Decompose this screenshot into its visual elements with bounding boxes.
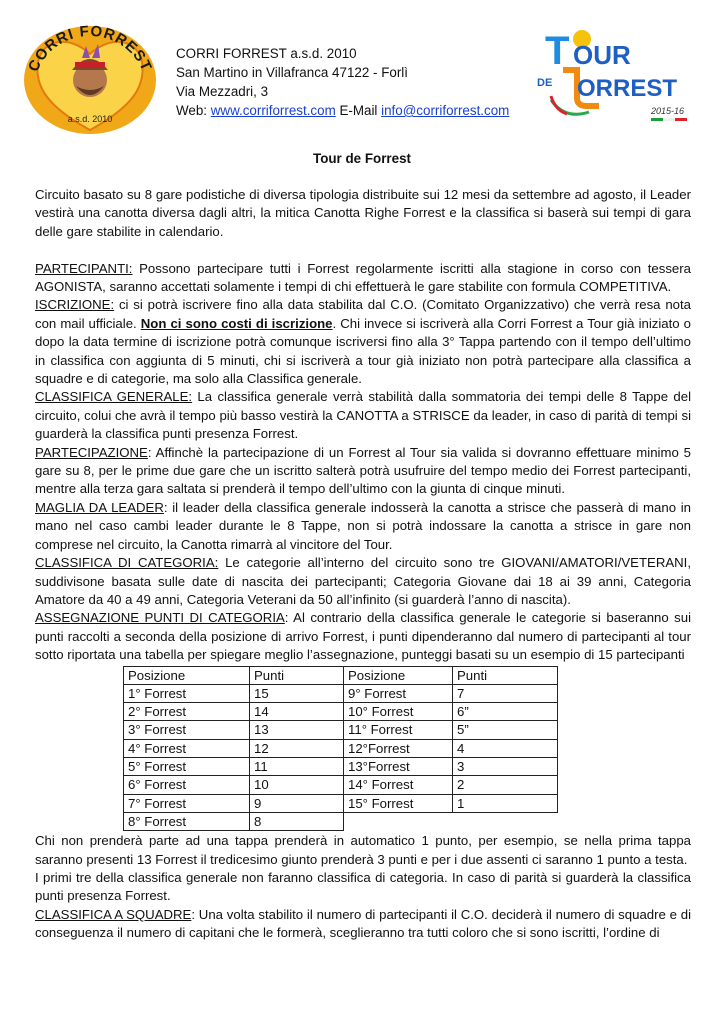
contact-line <box>176 101 509 120</box>
section-text: : il leader della classifica generale indosserà la canotta a strisce che passerà di mano in mano nel caso cambi leader durante le 8 Tappe, non si potrà indossare la canotta a strisce in gare non comprese nel circuito, la Canotta rimarrà al vincitore del Tour. <box>35 499 691 552</box>
org-address: San Martino in Villafranca 47122 - Forlì <box>176 65 408 80</box>
section-heading: CLASSIFICA A SQUADRE <box>35 906 192 922</box>
section-partecipanti <box>35 260 691 297</box>
section-text: Le categorie all’interno del circuito sono tre GIOVANI/AMATORI/VETERANI, suddivisone basata sulle date di nascita dei partecipanti; Categoria Giovane dai 18 ai 39 anni, Categoria Amatore da 40 a 49 anni, Categoria Veterani da 50 all’infinito (si guarderà l’anno di nascita). <box>35 555 691 607</box>
table-row <box>124 812 558 830</box>
table-cell: 5° Forrest <box>124 758 250 776</box>
table-cell: 6° Forrest <box>124 776 250 794</box>
section-classifica-generale <box>35 388 691 443</box>
table-cell: 12°Forrest <box>344 739 453 757</box>
empty-cell <box>453 812 558 830</box>
no-fee-notice: Non ci sono costi di iscrizione <box>140 315 333 331</box>
table-cell: 1° Forrest <box>124 684 250 702</box>
website-link[interactable]: www.corriforrest.com <box>210 103 336 118</box>
table-cell: 14° Forrest <box>344 776 453 794</box>
table-cell: 15 <box>250 684 344 702</box>
svg-text:DE: DE <box>537 77 553 89</box>
section-heading: PARTECIPAZIONE <box>35 444 148 460</box>
table-cell: 4° Forrest <box>124 739 250 757</box>
table-cell: 10 <box>250 776 344 794</box>
table-cell: 6” <box>453 703 558 721</box>
table-cell: 2 <box>453 776 558 794</box>
table-cell: 14 <box>250 703 344 721</box>
org-street: Via Mezzadri, 3 <box>176 84 269 99</box>
section-text: . Chi invece si iscriverà alla Corri Forrest a Tour già iniziato o dopo la data termine di iscrizione potrà comunque iscriversi fino alla 3° Tappa partendo con il tempo dell’ultimo in classifica con aggiunta di 5 minuti, chi si iscriverà a tour già iniziato non potrà partecipare alla classifica a squadre e di categorie, ma solo alla Classifica generale. <box>35 315 692 387</box>
table-row <box>124 739 558 757</box>
section-heading: ISCRIZIONE: <box>35 297 115 313</box>
table-header-row <box>124 666 558 684</box>
section-text: ci si potrà iscrivere fino alla data stabilita dal C.O. (Comitato Organizzativo) che verrà resa nota con mail ufficiale. <box>35 297 691 331</box>
table-cell: 15° Forrest <box>344 794 453 812</box>
table-cell: 7° Forrest <box>124 794 250 812</box>
section-text: La classifica generale verrà stabilità dalla sommatoria dei tempi delle 8 Tappe del circuito, colui che avrà il tempo più basso vestirà la CANOTTA a STRISCE da leader, in caso di parità di tempi si guarderà la classifica punti presenza Forrest. <box>35 389 691 442</box>
table-row <box>124 794 558 812</box>
table-cell: 9° Forrest <box>344 684 453 702</box>
section-heading: ASSEGNAZIONE PUNTI DI CATEGORIA <box>35 610 285 626</box>
section-punti-categoria <box>35 609 691 664</box>
table-row <box>124 721 558 739</box>
section-text: Possono partecipare tutti i Forrest regolarmente iscritti alla stagione in corso con tessera AGONISTA, saranno accettati solamente i tempi di chi effettuerà le gare stabilite con formula COMPETITIVA. <box>35 260 691 295</box>
table-cell: 8° Forrest <box>124 812 250 830</box>
table-cell: 4 <box>453 739 558 757</box>
email-link[interactable]: info@corriforrest.com <box>381 103 510 118</box>
table-cell: 1 <box>453 794 558 812</box>
table-cell: 13 <box>250 721 344 739</box>
absence-rule-paragraph: Chi non prenderà parte ad una tappa prenderà in automatico 1 punto, per esempio, se nella prima tappa saranno presenti 13 Forrest il tredicesimo giunto prenderà 3 punti e per i due assenti ci saranno 1 punto a testa. <box>35 833 691 867</box>
table-cell: 11 <box>250 758 344 776</box>
section-heading: MAGLIA DA LEADER <box>35 499 164 515</box>
header-cell: Punti <box>250 666 344 684</box>
section-partecipazione <box>35 444 691 499</box>
svg-text:ORREST: ORREST <box>577 75 678 102</box>
table-cell: 9 <box>250 794 344 812</box>
intro-paragraph: Circuito basato su 8 gare podistiche di diversa tipologia distribuite sui 12 mesi da settembre ad agosto, il Leader vestirà una canotta diversa dagli altri, la mitica Canotta Righe Forrest e la classifica si baserà sui tempi di gara delle gare stabilite in calendario. <box>35 187 691 239</box>
header-cell: Punti <box>453 666 558 684</box>
tour-de-forrest-logo <box>537 26 697 126</box>
table-cell: 10° Forrest <box>344 703 453 721</box>
section-iscrizione <box>35 296 691 388</box>
empty-cell <box>344 812 453 830</box>
section-text: : Affinchè la partecipazione di un Forrest al Tour sia valida si dovranno effettuare minimo 5 gare su 8, per le prime due gare che un iscritto salterà potrà usufruire del tempo medio dei Forrest partecipanti, mentre alla terza gara saltata si prenderà il tempo dell’ultimo con la giunta di cinque minuti. <box>35 444 691 497</box>
email-label: E-Mail <box>335 103 382 118</box>
table-cell: 3 <box>453 758 558 776</box>
section-heading: CLASSIFICA DI CATEGORIA: <box>35 555 219 571</box>
table-row <box>124 703 558 721</box>
table-cell: 2° Forrest <box>124 703 250 721</box>
table-cell: 13°Forrest <box>344 758 453 776</box>
svg-text:OUR: OUR <box>573 40 631 70</box>
section-maglia-leader <box>35 499 691 554</box>
table-row <box>124 758 558 776</box>
section-heading: CLASSIFICA GENERALE: <box>35 389 193 405</box>
section-text: : Al contrario della classifica generale le categorie si baseranno sui punti raccolti a seconda della posizione di arrivo Forrest, i punti dipenderanno dal numero di partecipanti al tour sotto riportata una tabella per spiegare meglio l’assegnazione, punteggi basati su un esempio di 15 partecipanti <box>35 610 691 663</box>
points-table <box>123 666 558 832</box>
organization-header <box>176 44 509 120</box>
svg-text:2015-16: 2015-16 <box>651 106 685 116</box>
corri-forrest-logo <box>20 18 160 136</box>
table-cell: 3° Forrest <box>124 721 250 739</box>
table-cell: 8 <box>250 812 344 830</box>
svg-text:a.s.d. 2010: a.s.d. 2010 <box>67 114 113 124</box>
header-cell: Posizione <box>124 666 250 684</box>
section-squadre <box>35 906 691 943</box>
section-heading: PARTECIPANTI: <box>35 260 133 276</box>
document-body <box>35 186 691 943</box>
top-three-rule-paragraph: I primi tre della classifica generale non faranno classifica di categoria. In caso di parità si guarderà la classifica punti presenza Forrest. <box>35 870 691 904</box>
table-row <box>124 776 558 794</box>
table-cell: 5” <box>453 721 558 739</box>
section-categoria <box>35 554 691 609</box>
org-name: CORRI FORREST a.s.d. 2010 <box>176 46 357 61</box>
table-cell: 12 <box>250 739 344 757</box>
web-label: Web: <box>176 103 211 118</box>
svg-text:CORRI FORREST: CORRI FORREST <box>24 22 156 75</box>
header-cell: Posizione <box>344 666 453 684</box>
table-cell: 11° Forrest <box>344 721 453 739</box>
table-row <box>124 684 558 702</box>
section-text: : Una volta stabilito il numero di partecipanti il C.O. deciderà il numero di squadre e di conseguenza il numero di capitani che le formerà, sceglieranno tra tutti coloro che si sono iscritti, l’ordine di <box>35 906 692 941</box>
document-title: Tour de Forrest <box>313 151 411 166</box>
svg-text:T: T <box>545 29 570 73</box>
table-cell: 7 <box>453 684 558 702</box>
